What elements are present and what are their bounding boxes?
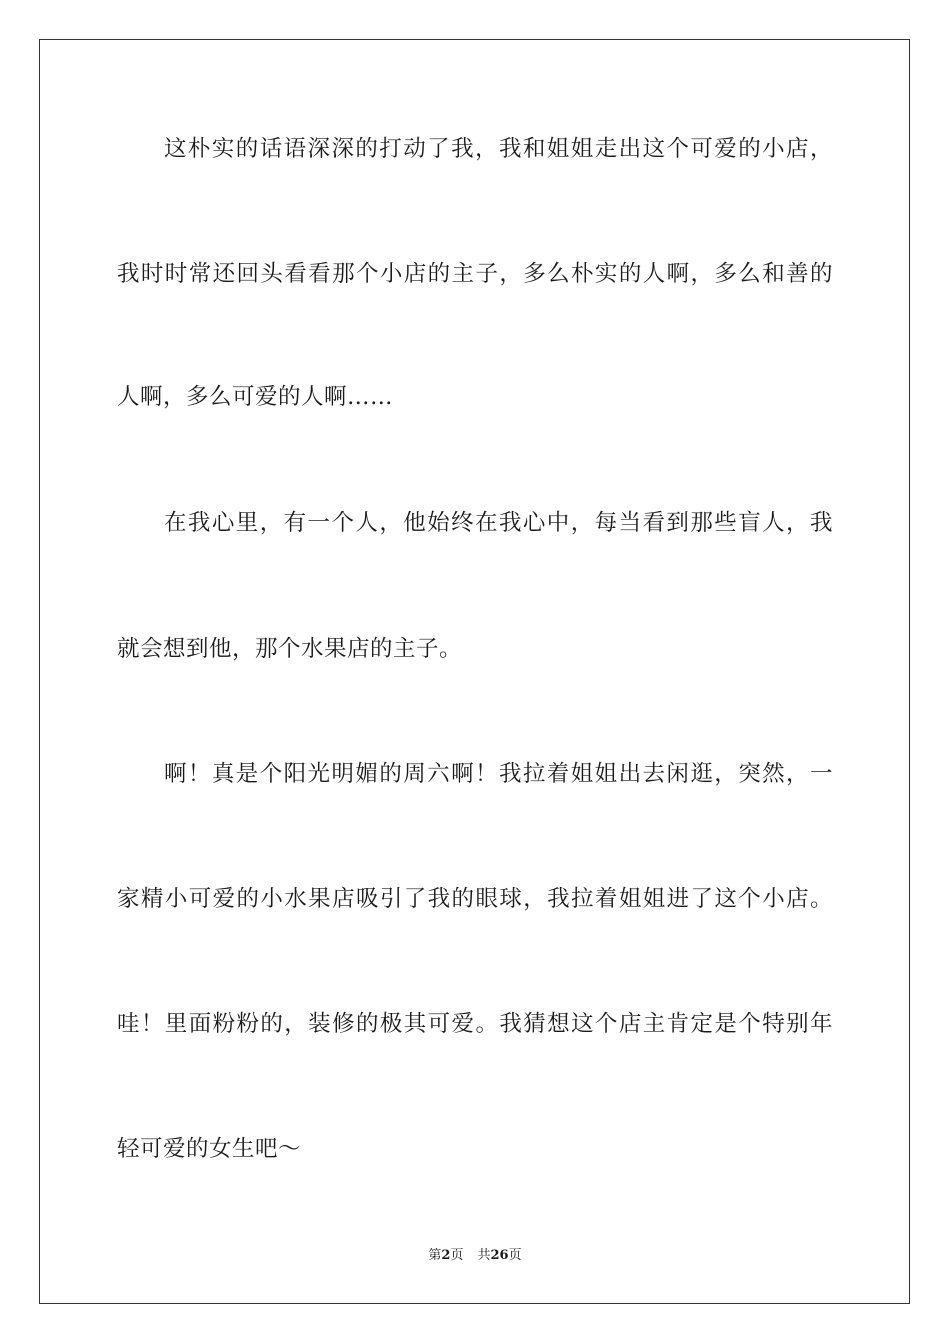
page-footer [0,1247,950,1265]
paragraph-line: 就会想到他，那个水果店的主子。 [117,636,463,662]
paragraph-line: 我时时常还回头看看那个小店的主子，多么朴实的人啊，多么和善的 [117,261,833,287]
paragraph-line: 家精小可爱的小水果店吸引了我的眼球，我拉着姐姐进了这个小店。 [117,886,833,912]
total-suffix: 页 [508,1248,522,1263]
page-prefix: 第 [428,1248,442,1263]
paragraph-line: 在我心里，有一个人，他始终在我心中，每当看到那些盲人，我 [164,510,833,536]
total-prefix: 共 [477,1248,491,1263]
page-suffix: 页 [450,1248,464,1263]
paragraph-line: 轻可爱的女生吧～ [117,1136,302,1162]
paragraph-line: 这朴实的话语深深的打动了我，我和姐姐走出这个可爱的小店， [164,136,833,162]
paragraph-line: 人啊，多么可爱的人啊…… [117,384,394,410]
paragraph-line: 啊！真是个阳光明媚的周六啊！我拉着姐姐出去闲逛，突然，一 [164,761,833,787]
page-number: 2 [441,1248,451,1263]
page-border [39,39,910,1304]
paragraph-line: 哇！里面粉粉的，装修的极其可爱。我猜想这个店主肯定是个特别年 [117,1011,833,1037]
total-pages: 26 [490,1248,509,1263]
